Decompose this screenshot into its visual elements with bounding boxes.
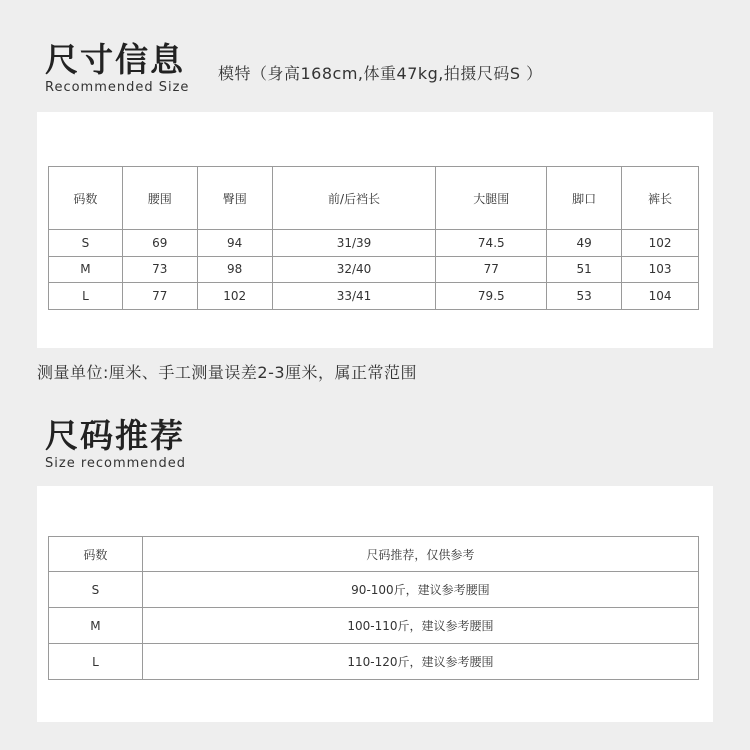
header-cell: 臀围 [197,167,272,230]
table-cell: 94 [197,230,272,257]
header-cell: 脚口 [547,167,622,230]
size-recommend-heading [45,418,186,472]
table-cell: 98 [197,256,272,283]
table-cell: 103 [622,256,699,283]
size-info-subtitle: Recommended Size [45,80,190,95]
table-cell: 100-110斤，建议参考腰围 [142,608,698,644]
header-cell: 裤长 [622,167,699,230]
table-row [49,608,699,644]
header-cell: 尺码推荐，仅供参考 [142,537,698,572]
header-cell: 大腿围 [436,167,547,230]
table-cell: L [49,644,143,680]
table-cell: 77 [436,256,547,283]
table-cell: 49 [547,230,622,257]
size-recommend-card [37,486,713,722]
table-cell: 90-100斤，建议参考腰围 [142,572,698,608]
header-cell: 码数 [49,167,123,230]
table-cell: M [49,256,123,283]
size-info-heading [45,42,189,96]
header-cell: 前/后裆长 [272,167,436,230]
table-cell: 73 [122,256,197,283]
table-cell: 104 [622,283,699,310]
table-cell: M [49,608,143,644]
table-cell: 33/41 [272,283,436,310]
size-recommend-subtitle: Size recommended [45,456,187,471]
table-cell: 102 [197,283,272,310]
table-row [49,230,699,257]
table-cell: 79.5 [436,283,547,310]
table-row [49,572,699,608]
table-cell: 51 [547,256,622,283]
recommend-table-header-row [49,537,699,572]
size-info-title: 尺寸信息 [45,40,185,79]
recommend-table [48,536,699,680]
table-cell: 110-120斤，建议参考腰围 [142,644,698,680]
model-note: 模特（身高168cm,体重47kg,拍摄尺码S ） [218,64,543,83]
table-cell: 53 [547,283,622,310]
measure-note: 测量单位:厘米、手工测量误差2-3厘米，属正常范围 [37,363,418,382]
size-table-header-row [49,167,699,230]
table-cell: 69 [122,230,197,257]
size-recommend-title: 尺码推荐 [45,416,185,455]
table-cell: 77 [122,283,197,310]
table-cell: 74.5 [436,230,547,257]
table-row [49,256,699,283]
table-cell: L [49,283,123,310]
table-cell: 31/39 [272,230,436,257]
header-cell: 码数 [49,537,143,572]
size-table [48,166,699,310]
table-cell: 32/40 [272,256,436,283]
table-cell: 102 [622,230,699,257]
table-cell: S [49,230,123,257]
table-cell: S [49,572,143,608]
table-row [49,644,699,680]
header-cell: 腰围 [122,167,197,230]
size-info-card [37,112,713,348]
table-row [49,283,699,310]
